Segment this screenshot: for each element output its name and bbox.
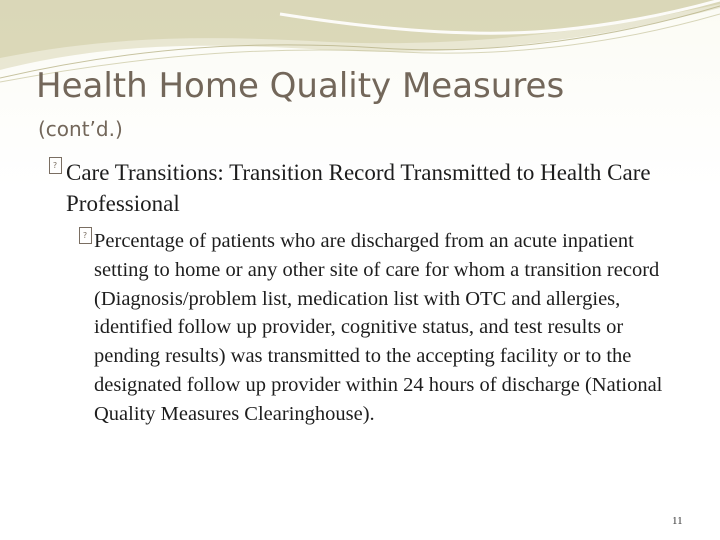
sub-bullet-text: Percentage of patients who are discharged from an acute inpatient setting to home or any other site of care for whom a transition record (Diagnosis/problem list, medication list with OTC and allergies, identified follow up provider, cognitive status, and test results or pending results) was transmitted to the accepting facility or to the designated follow up provider within 24 hours of discharge (National Quality Measures Clearinghouse). [94, 230, 663, 425]
slide-subtitle: (cont’d.) [38, 117, 123, 141]
bullet-marker-icon: ? [46, 157, 64, 174]
bullet-level-2 [76, 227, 686, 429]
bullet-text: Care Transitions: Transition Record Transmitted to Health Care Professional [66, 160, 651, 216]
bullet-level-1 [46, 157, 686, 219]
slide-title: Health Home Quality Measures [36, 66, 565, 106]
page-number: 11 [672, 515, 683, 527]
bullet-marker-icon: ? [76, 227, 94, 244]
